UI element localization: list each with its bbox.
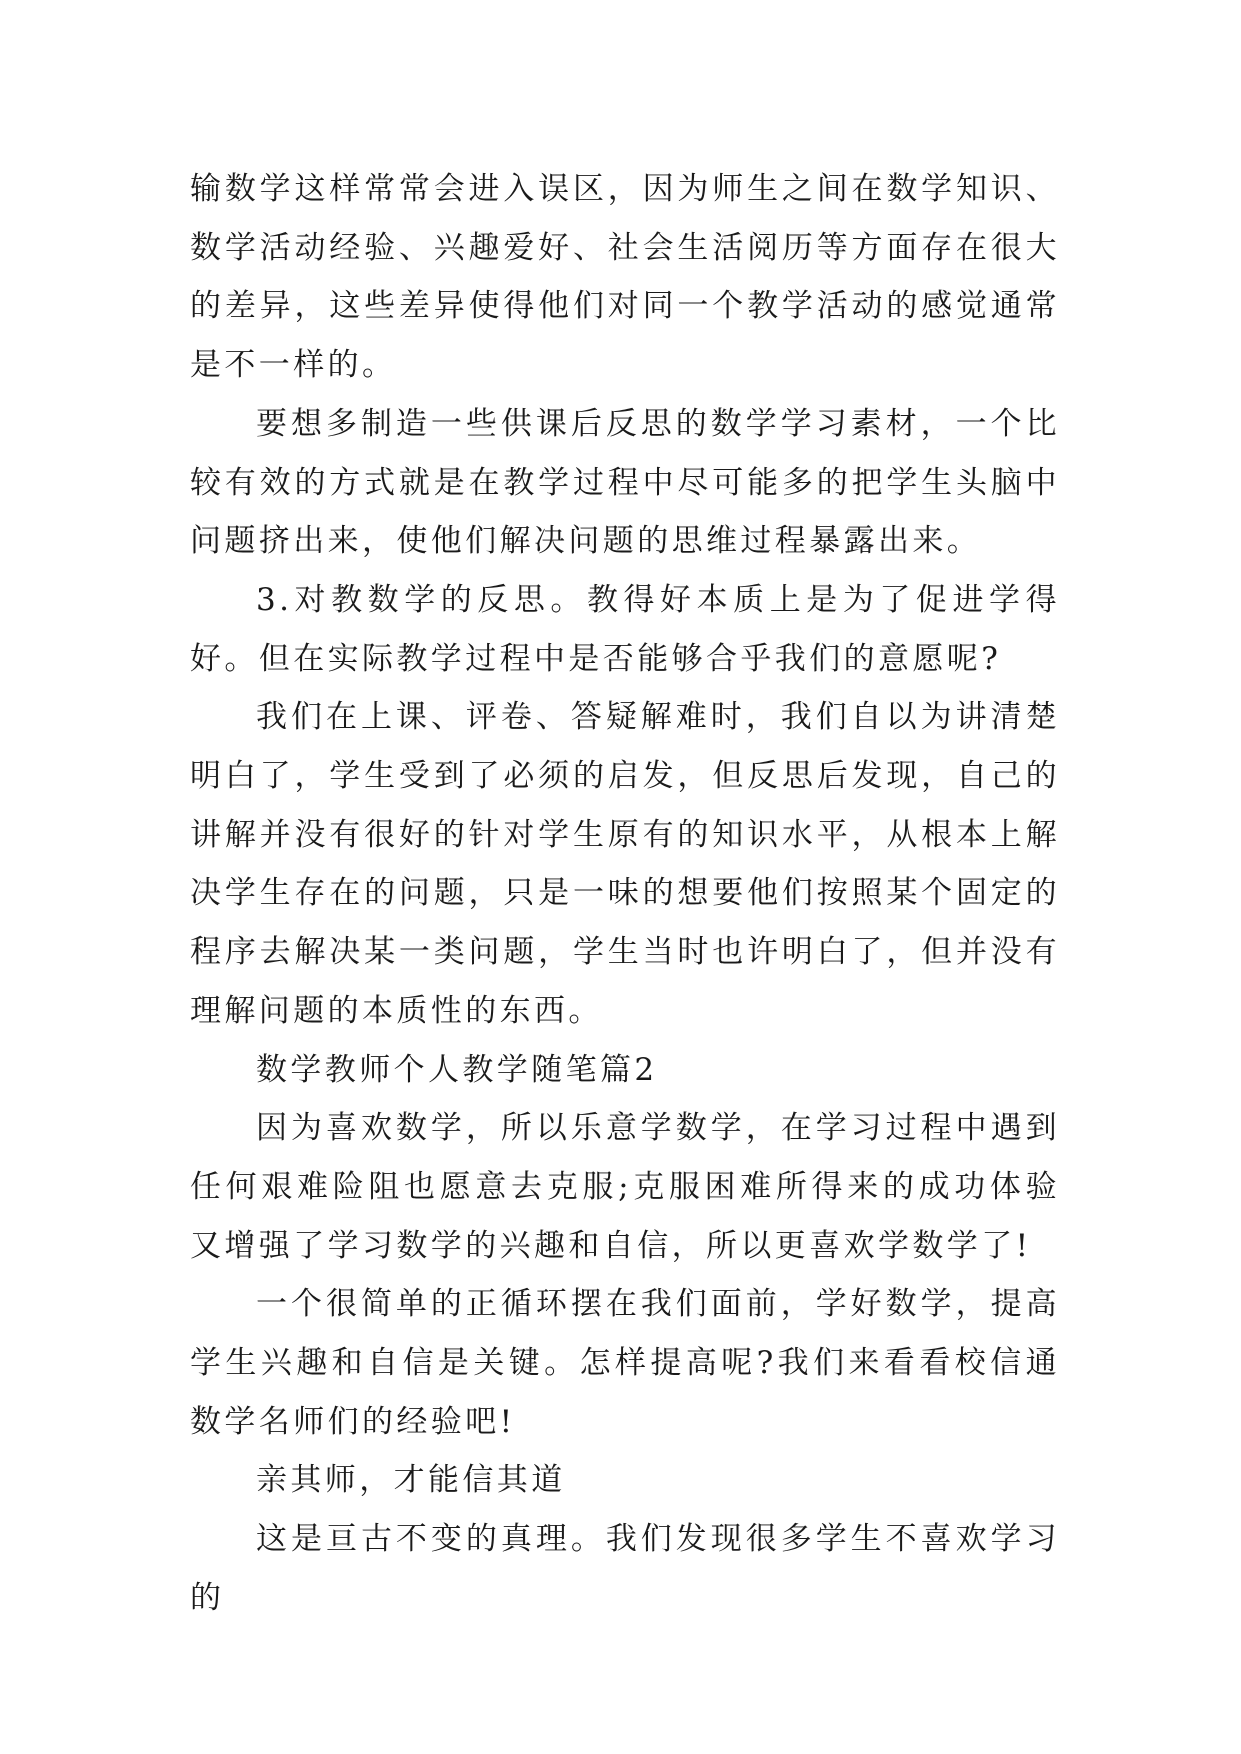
paragraph-5: 因为喜欢数学，所以乐意学数学，在学习过程中遇到任何艰难险阻也愿意去克服;克服困难所得来的成功体验又增强了学习数学的兴趣和自信，所以更喜欢学数学了!	[190, 1110, 1060, 1264]
document-body	[190, 160, 1060, 1628]
section-heading: 数学教师个人教学随笔篇2	[256, 1051, 658, 1088]
paragraph-4: 我们在上课、评卷、答疑解难时，我们自以为讲清楚明白了，学生受到了必须的启发，但反思后发现，自己的讲解并没有很好的针对学生原有的知识水平，从根本上解决学生存在的问题，只是一味的想要他们按照某个固定的程序去解决某一类问题，学生当时也许明白了，但并没有理解问题的本质性的东西。	[190, 699, 1060, 1029]
paragraph-7: 这是亘古不变的真理。我们发现很多学生不喜欢学习的	[190, 1521, 1060, 1616]
paragraph-3: 3.对教数学的反思。教得好本质上是为了促进学得好。但在实际教学过程中是否能够合乎我们的意愿呢?	[190, 581, 1060, 677]
paragraph-6: 一个很简单的正循环摆在我们面前，学好数学，提高学生兴趣和自信是关键。怎样提高呢?我们来看看校信通数学名师们的经验吧!	[190, 1286, 1060, 1440]
paragraph-1: 输数学这样常常会进入误区，因为师生之间在数学知识、数学活动经验、兴趣爱好、社会生活阅历等方面存在很大的差异，这些差异使得他们对同一个教学活动的感觉通常是不一样的。	[190, 171, 1060, 384]
subheading: 亲其师，才能信其道	[256, 1462, 566, 1499]
paragraph-2: 要想多制造一些供课后反思的数学学习素材，一个比较有效的方式就是在教学过程中尽可能多的把学生头脑中问题挤出来，使他们解决问题的思维过程暴露出来。	[190, 405, 1060, 560]
